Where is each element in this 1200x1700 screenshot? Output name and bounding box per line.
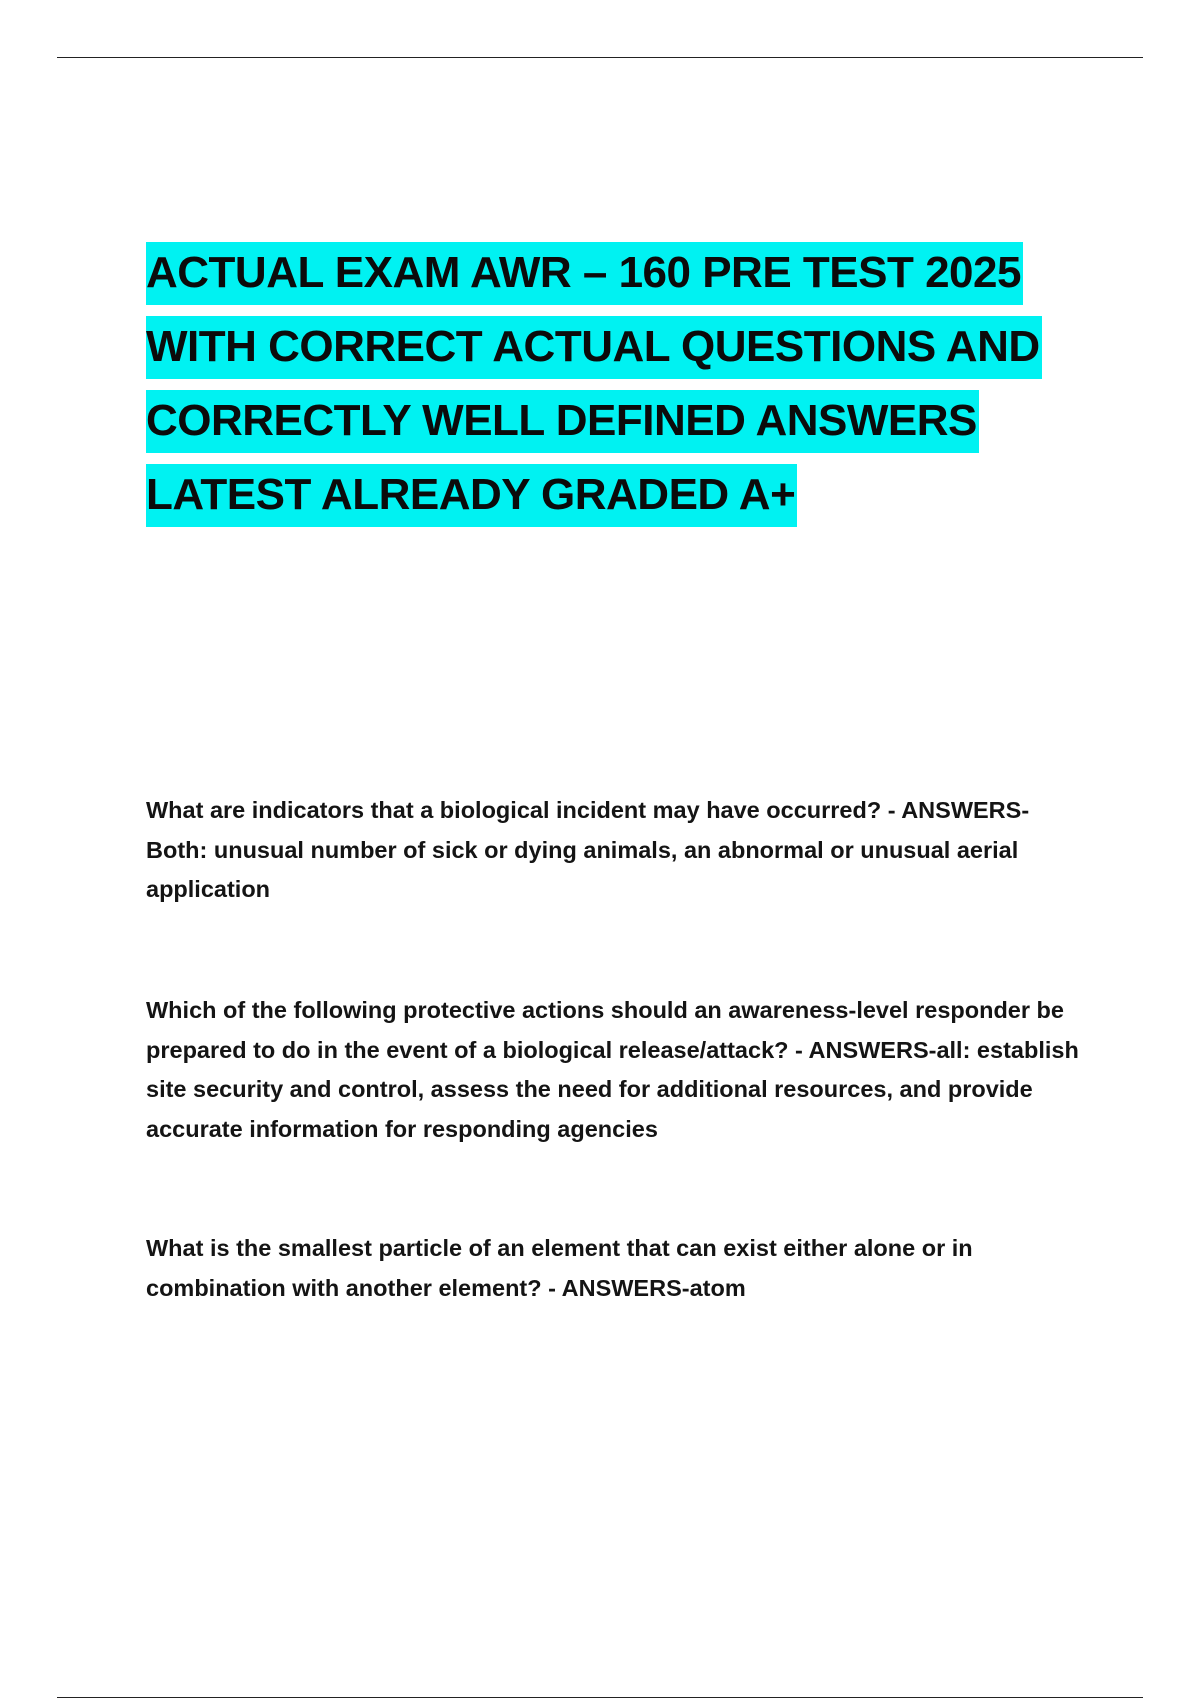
- document-title: [146, 236, 1106, 532]
- top-divider: [57, 57, 1143, 58]
- title-line-4: LATEST ALREADY GRADED A+: [146, 458, 1106, 532]
- title-line-2: WITH CORRECT ACTUAL QUESTIONS AND: [146, 310, 1106, 384]
- title-line-3: CORRECTLY WELL DEFINED ANSWERS: [146, 384, 1106, 458]
- title-line-1: ACTUAL EXAM AWR – 160 PRE TEST 2025: [146, 236, 1106, 310]
- bottom-divider: [57, 1697, 1143, 1698]
- qa-item-3: What is the smallest particle of an element that can exist either alone or in combination with another element? - ANSWERS-atom: [146, 1235, 973, 1301]
- qa-item-2: Which of the following protective actions should an awareness-level responder be prepared to do in the event of a biological release/attack? - ANSWERS-all: establish site security and control, assess the need for additional resources, and provide accurate information for responding agencies: [146, 997, 1079, 1142]
- qa-item-1: What are indicators that a biological incident may have occurred? - ANSWERS-Both: unusual number of sick or dying animals, an abnormal or unusual aerial application: [146, 797, 1030, 902]
